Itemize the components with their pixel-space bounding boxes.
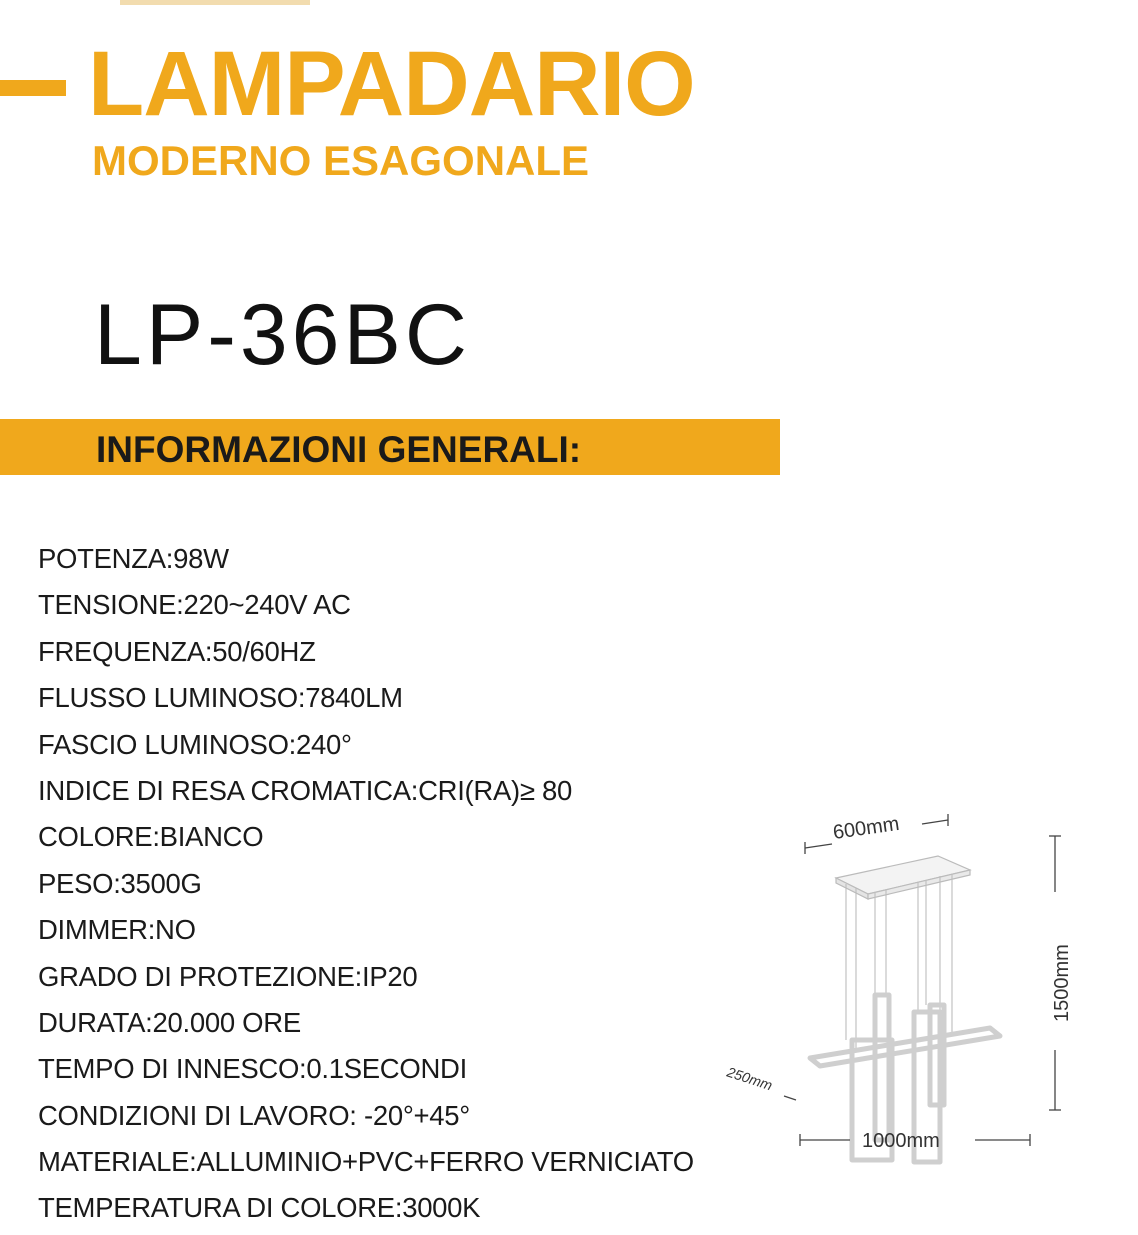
spec-item: INDICE DI RESA CROMATICA:CRI(RA)≥ 80 <box>38 774 572 806</box>
spec-item: FLUSSO LUMINOSO:7840LM <box>38 682 403 714</box>
section-title: INFORMAZIONI GENERALI: <box>96 429 582 470</box>
spec-item: POTENZA:98W <box>38 543 229 574</box>
spec-item: DIMMER:NO <box>38 914 196 946</box>
product-title: LAMPADARIO <box>88 33 695 135</box>
length-label: 1000mm <box>862 1130 940 1152</box>
accent-rule <box>0 80 66 96</box>
dimension-diagram <box>700 800 1120 1170</box>
width-label: 600mm <box>831 812 901 844</box>
spec-item: TENSIONE:220~240V AC <box>38 589 351 621</box>
spec-item: GRADO DI PROTEZIONE:IP20 <box>38 960 418 992</box>
depth-label: 250mm <box>725 1063 775 1094</box>
spec-item: TEMPO DI INNESCO:0.1SECONDI <box>38 1053 467 1085</box>
spec-item: FASCIO LUMINOSO:240° <box>38 728 352 760</box>
spec-item: DURATA:20.000 ORE <box>38 1006 301 1038</box>
spec-list <box>38 536 694 1232</box>
spec-item: FREQUENZA:50/60HZ <box>38 635 316 667</box>
top-decor <box>120 0 310 5</box>
spec-item: PESO:3500G <box>38 867 202 899</box>
model-code: LP-36BC <box>94 287 471 383</box>
chandelier-drawing <box>700 800 1120 1170</box>
spec-item: MATERIALE:ALLUMINIO+PVC+FERRO VERNICIATO <box>38 1146 694 1178</box>
section-banner <box>0 419 780 475</box>
spec-item: COLORE:BIANCO <box>38 821 264 853</box>
spec-item: TEMPERATURA DI COLORE:3000K <box>38 1192 481 1224</box>
height-label: 1500mm <box>1051 944 1073 1022</box>
spec-item: CONDIZIONI DI LAVORO: -20°+45° <box>38 1099 470 1131</box>
product-subtitle: MODERNO ESAGONALE <box>92 137 590 184</box>
